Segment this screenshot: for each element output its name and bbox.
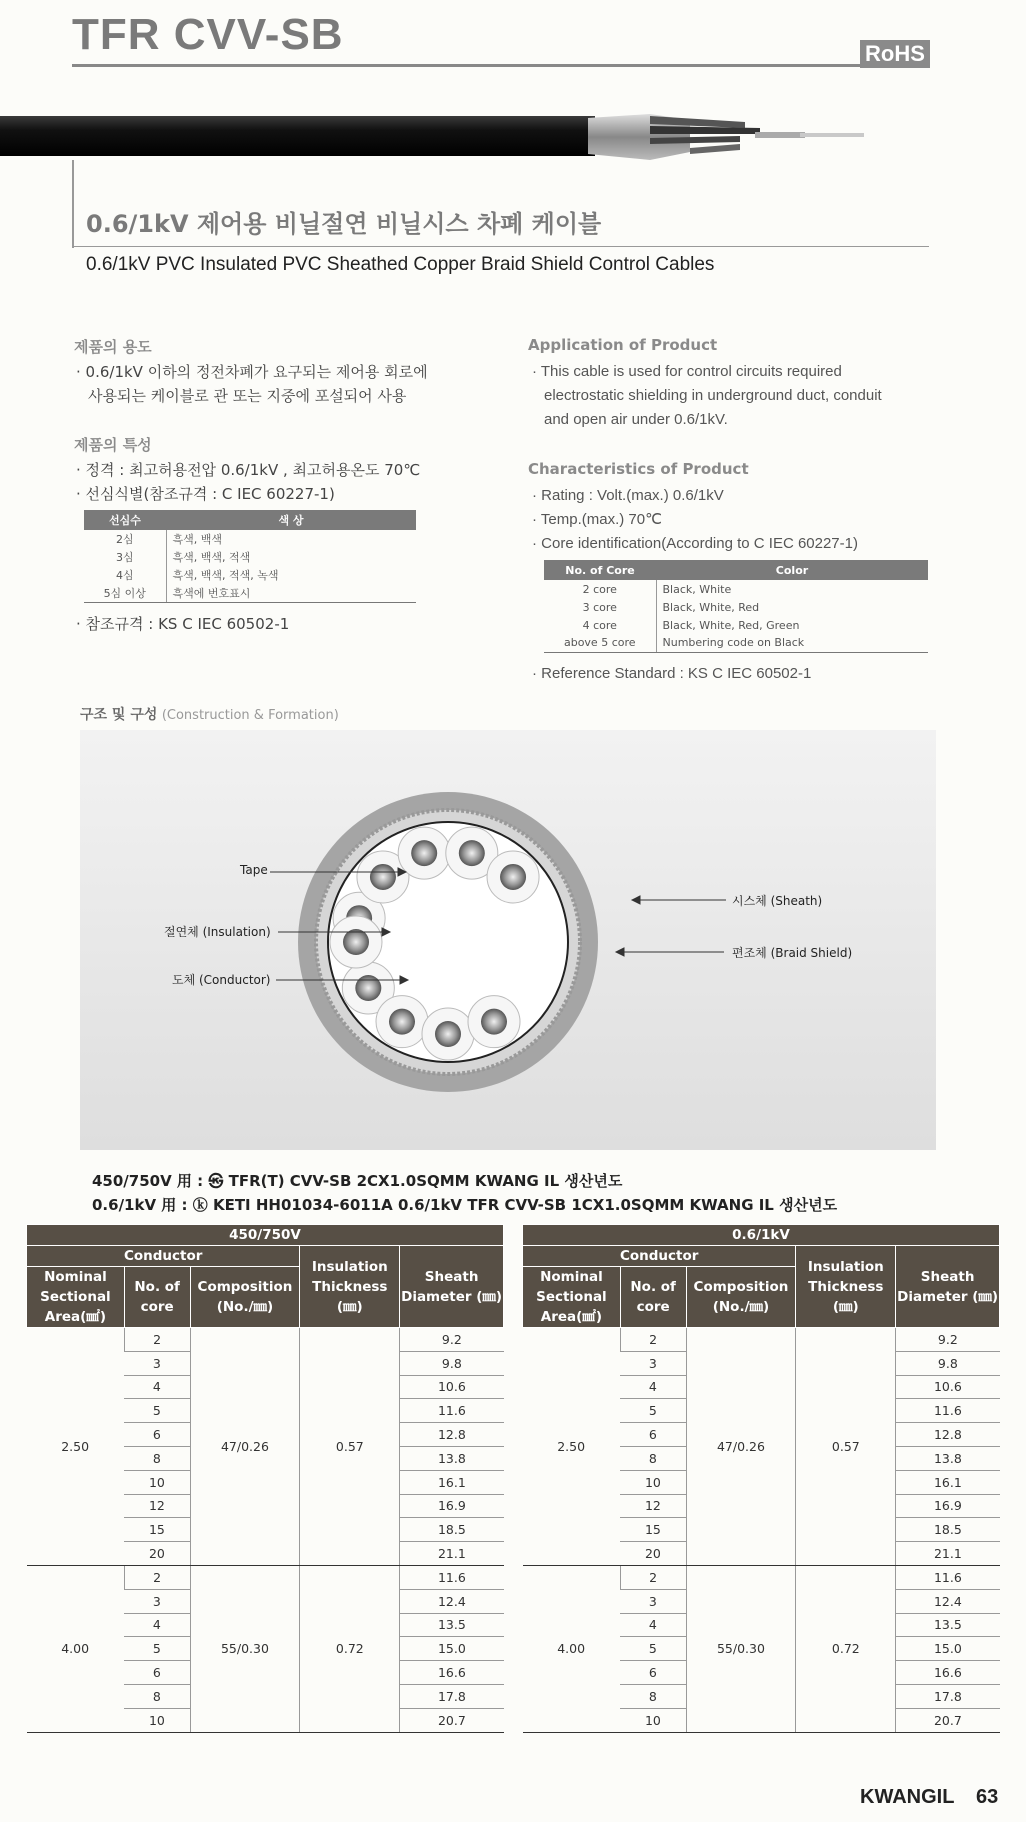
construction-heading — [80, 704, 339, 724]
spec-sheath-diameter: 17.8 — [400, 1684, 504, 1708]
spec-core: 4 — [124, 1613, 190, 1637]
spec-table-450v — [26, 1224, 504, 1733]
spec-sheath-diameter: 10.6 — [896, 1375, 1000, 1399]
spec-sheath-diameter: 13.8 — [896, 1446, 1000, 1470]
spec-sheath-diameter: 20.7 — [400, 1708, 504, 1732]
spec-core: 12 — [124, 1494, 190, 1518]
en-rating: · Rating : Volt.(max.) 0.6/1kV — [532, 487, 724, 504]
spec-h-sheath: Sheath Diameter (㎜) — [896, 1246, 1000, 1328]
en-usage-line2: electrostatic shielding in underground duct, conduit — [544, 387, 882, 404]
conductor-core — [370, 864, 396, 890]
conductor-core — [481, 1009, 507, 1035]
spec-core: 3 — [620, 1351, 686, 1375]
product-code: TFR CVV-SB — [72, 10, 344, 59]
table-cell: 흑색, 백색, 적색 — [166, 548, 416, 566]
table-row — [544, 616, 928, 634]
table-row — [84, 530, 416, 548]
spec-core: 12 — [620, 1494, 686, 1518]
conductor-core — [389, 1009, 415, 1035]
kr-core-id: · 선심식별(참조규격 : C IEC 60227-1) — [76, 485, 335, 503]
en-usage-heading: Application of Product — [528, 336, 718, 354]
spec-core: 3 — [124, 1589, 190, 1613]
table-row — [27, 1328, 504, 1352]
marking-note-0-6kv: 0.6/1kV 用 : ⓚ KETI HH01034-6011A 0.6/1kV TFR CVV-SB 1CX1.0SQMM KWANG IL 생산년도 — [92, 1196, 838, 1214]
table-cell: 흑색, 백색 — [166, 530, 416, 548]
kr-usage-line1: · 0.6/1kV 이하의 정전차폐가 요구되는 제어용 회로에 — [76, 363, 428, 381]
construction-heading-en: (Construction & Formation) — [161, 708, 339, 723]
spec-sheath-diameter: 13.8 — [400, 1446, 504, 1470]
conductor-core — [500, 864, 526, 890]
table-cell: Black, White, Red — [656, 598, 928, 616]
spec-sheath-diameter: 16.9 — [400, 1494, 504, 1518]
label-tape: Tape — [240, 863, 268, 877]
spec-core: 10 — [124, 1470, 190, 1494]
page-number: 63 — [976, 1786, 999, 1808]
spec-h-area: Nominal Sectional Area(㎟) — [523, 1267, 621, 1328]
spec-sheath-diameter: 9.2 — [400, 1328, 504, 1352]
label-conductor: 도체 (Conductor) — [172, 973, 271, 987]
conductor-core — [355, 975, 381, 1001]
spec-core: 8 — [620, 1446, 686, 1470]
spec-core: 8 — [124, 1684, 190, 1708]
spec-core: 2 — [620, 1328, 686, 1352]
table-row — [544, 598, 928, 616]
spec-sheath-diameter: 20.7 — [896, 1708, 1000, 1732]
spec-voltage: 450/750V — [27, 1225, 504, 1246]
spec-insulation: 0.72 — [300, 1565, 400, 1732]
spec-area: 4.00 — [27, 1565, 125, 1732]
spec-composition: 47/0.26 — [190, 1328, 300, 1566]
table-row — [84, 584, 416, 602]
spec-core: 4 — [124, 1375, 190, 1399]
conductor-core — [435, 1021, 461, 1047]
table-cell: 흑색, 백색, 적색, 녹색 — [166, 566, 416, 584]
title-rule — [72, 64, 930, 67]
spec-sheath-diameter: 13.5 — [896, 1613, 1000, 1637]
spec-core: 6 — [124, 1661, 190, 1685]
spec-sheath-diameter: 18.5 — [896, 1518, 1000, 1542]
spec-h-core: No. of core — [620, 1267, 686, 1328]
spec-sheath-diameter: 16.6 — [896, 1661, 1000, 1685]
spec-composition: 47/0.26 — [686, 1328, 796, 1566]
spec-core: 5 — [124, 1399, 190, 1423]
kr-core-table — [84, 510, 416, 603]
spec-core: 3 — [124, 1351, 190, 1375]
spec-insulation: 0.57 — [796, 1328, 896, 1566]
spec-sheath-diameter: 9.8 — [896, 1351, 1000, 1375]
spec-core: 2 — [620, 1565, 686, 1589]
spec-core: 2 — [124, 1565, 190, 1589]
kr-usage-heading: 제품의 용도 — [74, 338, 152, 356]
spec-area: 2.50 — [27, 1328, 125, 1566]
rohs-badge: RoHS — [860, 40, 930, 68]
table-cell: 2 core — [582, 582, 617, 596]
table-cell: 2심 — [115, 533, 134, 546]
cable-photo — [0, 108, 870, 164]
spec-core: 15 — [124, 1518, 190, 1542]
conductor-core — [411, 840, 437, 866]
spec-core: 8 — [124, 1446, 190, 1470]
spec-core: 2 — [124, 1328, 190, 1352]
title-kr-rule — [74, 246, 929, 247]
spec-core: 5 — [620, 1399, 686, 1423]
spec-core: 10 — [620, 1470, 686, 1494]
kr-reference: · 참조규격 : KS C IEC 60502-1 — [76, 615, 290, 633]
spec-sheath-diameter: 16.6 — [400, 1661, 504, 1685]
kr-table-header-colors: 색 상 — [166, 510, 416, 530]
spec-h-ins: Insulation Thickness (㎜) — [796, 1246, 896, 1328]
table-cell: 5심 이상 — [84, 584, 166, 602]
spec-sheath-diameter: 11.6 — [896, 1565, 1000, 1589]
spec-sheath-diameter: 12.4 — [896, 1589, 1000, 1613]
table-cell: Black, White — [656, 580, 928, 598]
en-reference: · Reference Standard : KS C IEC 60502-1 — [532, 665, 812, 682]
spec-core: 5 — [124, 1637, 190, 1661]
spec-core: 5 — [620, 1637, 686, 1661]
en-table-header-cores: No. of Core — [544, 560, 656, 580]
spec-sheath-diameter: 12.8 — [896, 1423, 1000, 1447]
spec-sheath-diameter: 11.6 — [400, 1565, 504, 1589]
en-usage-line3: and open air under 0.6/1kV. — [544, 411, 728, 428]
spec-h-conductor: Conductor — [27, 1246, 300, 1267]
spec-sheath-diameter: 21.1 — [896, 1542, 1000, 1566]
kr-table-header-cores: 선심수 — [84, 510, 166, 530]
spec-area: 4.00 — [523, 1565, 621, 1732]
brand-logo: KWANGIL — [860, 1786, 955, 1808]
spec-h-comp: Composition (No./㎜) — [190, 1267, 300, 1328]
table-cell: 4 core — [582, 618, 617, 632]
spec-core: 10 — [124, 1708, 190, 1732]
spec-insulation: 0.72 — [796, 1565, 896, 1732]
spec-body — [27, 1328, 504, 1733]
spec-sheath-diameter: 12.8 — [400, 1423, 504, 1447]
spec-core: 6 — [124, 1423, 190, 1447]
spec-sheath-diameter: 10.6 — [400, 1375, 504, 1399]
en-temp: · Temp.(max.) 70℃ — [532, 511, 662, 528]
table-cell: 3심 — [115, 551, 134, 564]
conductor-core — [459, 840, 485, 866]
spec-h-conductor: Conductor — [523, 1246, 796, 1267]
en-usage-line1: · This cable is used for control circuits required — [532, 363, 842, 380]
kr-rating: · 정격 : 최고허용전압 0.6/1kV , 최고허용온도 70℃ — [76, 461, 421, 479]
spec-h-ins: Insulation Thickness (㎜) — [300, 1246, 400, 1328]
spec-sheath-diameter: 16.9 — [896, 1494, 1000, 1518]
spec-h-sheath: Sheath Diameter (㎜) — [400, 1246, 504, 1328]
en-core-id: · Core identification(According to C IEC 60227-1) — [532, 535, 858, 552]
spec-core: 3 — [620, 1589, 686, 1613]
spec-sheath-diameter: 9.8 — [400, 1351, 504, 1375]
table-row — [544, 580, 928, 598]
spec-core: 4 — [620, 1613, 686, 1637]
cross-section-diagram — [80, 730, 936, 1150]
construction-heading-kr: 구조 및 구성 — [80, 707, 158, 723]
en-table-header-colors: Color — [656, 560, 928, 580]
label-sheath: 시스체 (Sheath) — [732, 894, 823, 908]
table-row — [27, 1565, 504, 1589]
spec-sheath-diameter: 17.8 — [896, 1684, 1000, 1708]
spec-sheath-diameter: 15.0 — [896, 1637, 1000, 1661]
spec-sheath-diameter: 18.5 — [400, 1518, 504, 1542]
table-cell: Numbering code on Black — [656, 634, 928, 652]
spec-sheath-diameter: 13.5 — [400, 1613, 504, 1637]
kr-features-heading: 제품의 특성 — [74, 436, 152, 454]
table-cell: above 5 core — [544, 634, 656, 652]
spec-core: 4 — [620, 1375, 686, 1399]
table-cell: 4심 — [115, 569, 134, 582]
spec-sheath-diameter: 12.4 — [400, 1589, 504, 1613]
table-cell: 3 core — [582, 600, 617, 614]
spec-core: 20 — [124, 1542, 190, 1566]
table-cell: Black, White, Red, Green — [656, 616, 928, 634]
spec-h-comp: Composition (No./㎜) — [686, 1267, 796, 1328]
spec-core: 6 — [620, 1423, 686, 1447]
table-row — [84, 548, 416, 566]
spec-insulation: 0.57 — [300, 1328, 400, 1566]
table-row — [523, 1328, 1000, 1352]
spec-sheath-diameter: 21.1 — [400, 1542, 504, 1566]
label-insulation: 절연체 (Insulation) — [164, 925, 271, 939]
spec-sheath-diameter: 15.0 — [400, 1637, 504, 1661]
en-core-table — [544, 560, 928, 653]
spec-core: 10 — [620, 1708, 686, 1732]
spec-core: 6 — [620, 1661, 686, 1685]
spec-sheath-diameter: 11.6 — [400, 1399, 504, 1423]
spec-area: 2.50 — [523, 1328, 621, 1566]
spec-composition: 55/0.30 — [686, 1565, 796, 1732]
spec-composition: 55/0.30 — [190, 1565, 300, 1732]
spec-sheath-diameter: 9.2 — [896, 1328, 1000, 1352]
spec-h-area: Nominal Sectional Area(㎟) — [27, 1267, 125, 1328]
marking-note-450: 450/750V 用 : ㉿ TFR(T) CVV-SB 2CX1.0SQMM KWANG IL 생산년도 — [92, 1172, 623, 1190]
title-en: 0.6/1kV PVC Insulated PVC Sheathed Copper Braid Shield Control Cables — [86, 254, 715, 275]
spec-body — [523, 1328, 1000, 1733]
table-cell: 흑색에 번호표시 — [166, 584, 416, 602]
table-row — [523, 1565, 1000, 1589]
title-kr: 0.6/1kV 제어용 비닐절연 비닐시스 차폐 케이블 — [86, 210, 602, 238]
en-features-heading: Characteristics of Product — [528, 460, 749, 478]
table-row — [544, 634, 928, 652]
conductor-core — [343, 929, 369, 955]
spec-sheath-diameter: 16.1 — [400, 1470, 504, 1494]
spec-sheath-diameter: 16.1 — [896, 1470, 1000, 1494]
side-rule — [72, 160, 74, 248]
spec-voltage: 0.6/1kV — [523, 1225, 1000, 1246]
table-row — [84, 566, 416, 584]
spec-sheath-diameter: 11.6 — [896, 1399, 1000, 1423]
spec-core: 20 — [620, 1542, 686, 1566]
spec-table-0-6kv — [522, 1224, 1000, 1733]
spec-core: 15 — [620, 1518, 686, 1542]
spec-core: 8 — [620, 1684, 686, 1708]
spec-h-core: No. of core — [124, 1267, 190, 1328]
label-braid: 편조체 (Braid Shield) — [732, 946, 853, 960]
kr-usage-line2: 사용되는 케이블로 관 또는 지중에 포설되어 사용 — [88, 387, 407, 405]
